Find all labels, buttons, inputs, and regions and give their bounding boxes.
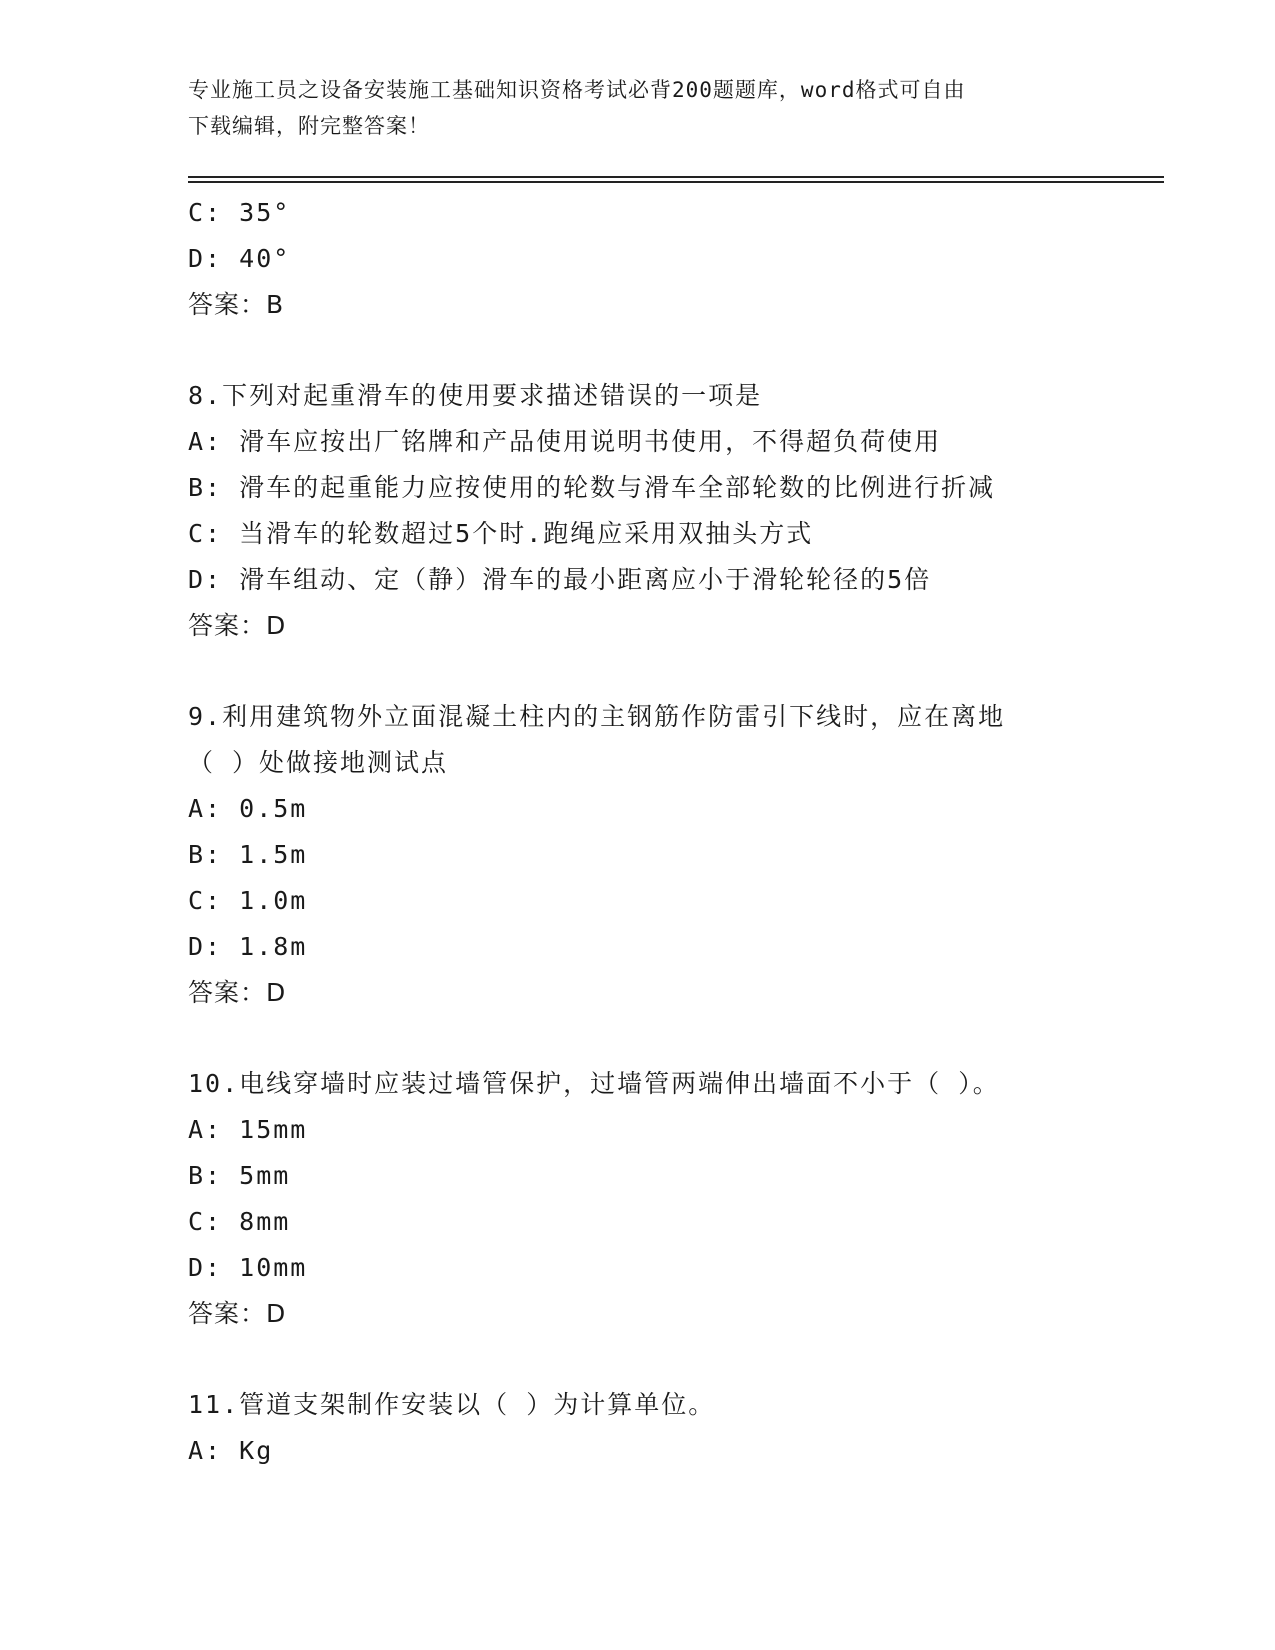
answer-line: 答案：D [188, 978, 287, 1007]
option-b: B: 1.5m [188, 840, 308, 869]
question-stem: 10.电线穿墙时应装过墙管保护，过墙管两端伸出墙面不小于（ ）。 [188, 1069, 1000, 1098]
option-d: D: 滑车组动、定（静）滑车的最小距离应小于滑轮轮径的5倍 [188, 565, 932, 594]
question-stem-continued: （ ）处做接地测试点 [188, 748, 449, 777]
question-stem: 11.管道支架制作安装以（ ）为计算单位。 [188, 1390, 716, 1419]
option-a: A: 滑车应按出厂铭牌和产品使用说明书使用，不得超负荷使用 [188, 427, 942, 456]
question-stem: 8.下列对起重滑车的使用要求描述错误的一项是 [188, 381, 763, 410]
option-a: A: 0.5m [188, 794, 308, 823]
question-7-tail [188, 190, 1168, 328]
option-d: D: 1.8m [188, 932, 308, 961]
option-c: C: 35° [188, 198, 291, 227]
question-9 [188, 694, 1168, 1016]
answer-line: 答案：B [188, 290, 285, 319]
option-b: B: 5mm [188, 1161, 291, 1190]
answer-line: 答案：D [188, 1299, 287, 1328]
header-rule-top [188, 176, 1164, 178]
option-a: A: Kg [188, 1436, 274, 1465]
document-header [188, 72, 1088, 144]
header-rule-bottom [188, 181, 1164, 183]
option-c: C: 1.0m [188, 886, 308, 915]
question-stem: 9.利用建筑物外立面混凝土柱内的主钢筋作防雷引下线时，应在离地 [188, 702, 1006, 731]
header-line-1: 专业施工员之设备安装施工基础知识资格考试必背200题题库，word格式可自由 [188, 78, 966, 102]
option-c: C: 8mm [188, 1207, 291, 1236]
option-a: A: 15mm [188, 1115, 308, 1144]
option-d: D: 40° [188, 244, 291, 273]
header-line-2: 下载编辑，附完整答案！ [188, 114, 430, 138]
question-list [188, 190, 1168, 1474]
question-8 [188, 373, 1168, 649]
question-11 [188, 1382, 1168, 1474]
option-b: B: 滑车的起重能力应按使用的轮数与滑车全部轮数的比例进行折减 [188, 473, 996, 502]
option-c: C: 当滑车的轮数超过5个时.跑绳应采用双抽头方式 [188, 519, 814, 548]
answer-line: 答案：D [188, 611, 287, 640]
option-d: D: 10mm [188, 1253, 308, 1282]
question-10 [188, 1061, 1168, 1337]
